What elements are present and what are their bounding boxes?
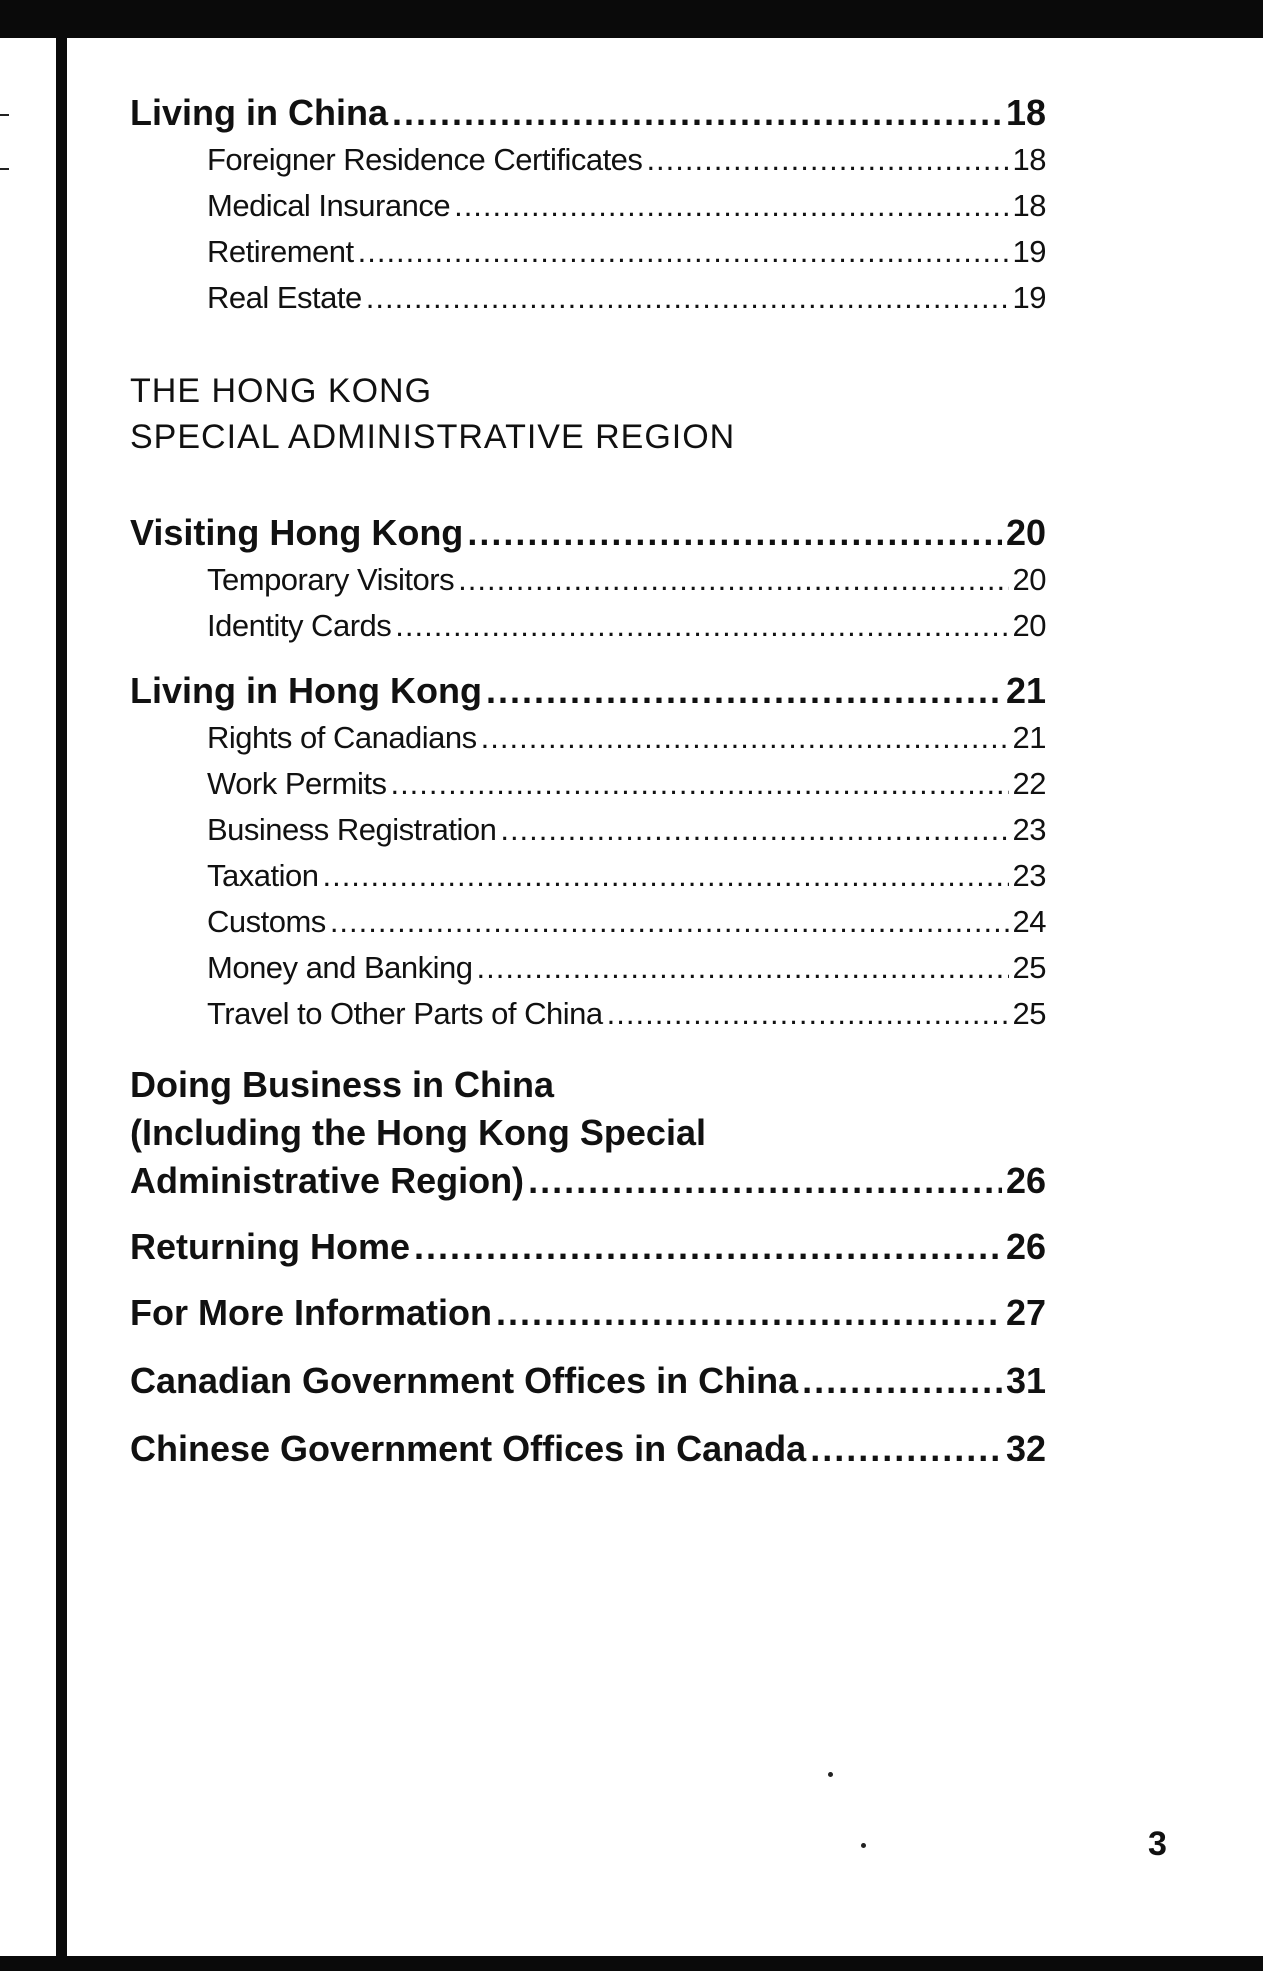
- toc-subentry[interactable]: [207, 858, 1046, 894]
- dot-leader: [390, 766, 1008, 802]
- dot-leader: [802, 1360, 1002, 1402]
- dot-leader: [486, 670, 1002, 712]
- toc-entry-page: 18: [1005, 92, 1046, 133]
- scan-speck: [861, 1843, 866, 1848]
- scan-left-border: [56, 38, 67, 1958]
- dot-leader: [392, 92, 1002, 134]
- dot-leader: [358, 234, 1009, 270]
- toc-subentry-label: Taxation: [207, 858, 319, 893]
- dot-leader: [528, 1160, 1002, 1202]
- toc-subentry[interactable]: [207, 280, 1046, 316]
- toc-subentry[interactable]: [207, 996, 1046, 1032]
- dot-leader: [481, 720, 1009, 756]
- toc-subentry-page: 25: [1012, 950, 1046, 985]
- toc-entry-chinese-offices[interactable]: [130, 1428, 1046, 1470]
- toc-entry-label: Living in Hong Kong: [130, 670, 482, 711]
- toc-subentry-label: Rights of Canadians: [207, 720, 477, 755]
- toc-subentry-label: Money and Banking: [207, 950, 473, 985]
- toc-subentry[interactable]: [207, 904, 1046, 940]
- toc-subentry[interactable]: [207, 562, 1046, 598]
- toc-subentry-label: Retirement: [207, 234, 354, 269]
- toc-subentry[interactable]: [207, 766, 1046, 802]
- toc-subentry-page: 25: [1012, 996, 1046, 1031]
- toc-subentry-page: 19: [1012, 280, 1046, 315]
- dot-leader: [322, 858, 1008, 894]
- toc-subentry-page: 20: [1012, 608, 1046, 643]
- dot-leader: [414, 1226, 1002, 1268]
- section-heading: THE HONG KONG: [130, 372, 433, 410]
- toc-entry-page: 26: [1005, 1226, 1046, 1267]
- scan-top-border: [0, 0, 1263, 38]
- toc-subentry[interactable]: [207, 142, 1046, 178]
- toc-entry-page: 31: [1005, 1360, 1046, 1401]
- toc-entry-visiting-hong-kong[interactable]: [130, 512, 1046, 554]
- toc-subentry-page: 21: [1012, 720, 1046, 755]
- toc-entry-page: 20: [1005, 512, 1046, 553]
- scan-bottom-border: [0, 1956, 1263, 1971]
- toc-subentry-label: Medical Insurance: [207, 188, 451, 223]
- dot-leader: [395, 608, 1008, 644]
- toc-entry-for-more-information[interactable]: [130, 1292, 1046, 1334]
- toc-subentry[interactable]: [207, 950, 1046, 986]
- margin-mark: [0, 114, 9, 116]
- dot-leader: [496, 1292, 1002, 1334]
- page-number: 3: [1148, 1825, 1167, 1863]
- toc-subentry-page: 24: [1012, 904, 1046, 939]
- toc-entry-label: Administrative Region): [130, 1160, 525, 1201]
- toc-subentry-page: 23: [1012, 812, 1046, 847]
- margin-mark: [0, 168, 9, 170]
- dot-leader: [607, 996, 1009, 1032]
- dot-leader: [330, 904, 1009, 940]
- toc-entry-page: 32: [1005, 1428, 1046, 1469]
- toc-entry-page: 26: [1005, 1160, 1046, 1201]
- toc-subentry-page: 18: [1012, 142, 1046, 177]
- scan-speck: [828, 1772, 833, 1777]
- dot-leader: [810, 1428, 1002, 1470]
- toc-entry-doing-business-line: (Including the Hong Kong Special: [130, 1112, 706, 1153]
- dot-leader: [646, 142, 1008, 178]
- toc-entry-canadian-offices[interactable]: [130, 1360, 1046, 1402]
- toc-subentry-label: Work Permits: [207, 766, 387, 801]
- toc-entry-doing-business-line: Doing Business in China: [130, 1064, 555, 1105]
- toc-subentry[interactable]: [207, 234, 1046, 270]
- toc-entry-label: Chinese Government Offices in Canada: [130, 1428, 807, 1469]
- dot-leader: [366, 280, 1009, 316]
- toc-entry-label: Canadian Government Offices in China: [130, 1360, 799, 1401]
- toc-entry-living-in-china[interactable]: [130, 92, 1046, 134]
- toc-subentry-label: Travel to Other Parts of China: [207, 996, 603, 1031]
- toc-subentry-label: Foreigner Residence Certificates: [207, 142, 643, 177]
- dot-leader: [467, 512, 1002, 554]
- toc-entry-label: Returning Home: [130, 1226, 411, 1267]
- section-heading: SPECIAL ADMINISTRATIVE REGION: [130, 418, 736, 456]
- toc-entry-page: 27: [1005, 1292, 1046, 1333]
- toc-subentry-page: 18: [1012, 188, 1046, 223]
- toc-entry-label: Living in China: [130, 92, 388, 133]
- toc-subentry[interactable]: [207, 608, 1046, 644]
- dot-leader: [458, 562, 1008, 598]
- toc-subentry-label: Identity Cards: [207, 608, 392, 643]
- toc-entry-returning-home[interactable]: [130, 1226, 1046, 1268]
- toc-entry-label: For More Information: [130, 1292, 492, 1333]
- dot-leader: [500, 812, 1008, 848]
- toc-subentry-page: 23: [1012, 858, 1046, 893]
- toc-subentry-label: Real Estate: [207, 280, 362, 315]
- toc-entry-label: Visiting Hong Kong: [130, 512, 464, 553]
- toc-entry-page: 21: [1005, 670, 1046, 711]
- toc-subentry-label: Customs: [207, 904, 326, 939]
- toc-entry-doing-business[interactable]: [130, 1160, 1046, 1202]
- toc-subentry[interactable]: [207, 812, 1046, 848]
- toc-subentry-page: 20: [1012, 562, 1046, 597]
- toc-subentry-page: 22: [1012, 766, 1046, 801]
- toc-subentry-page: 19: [1012, 234, 1046, 269]
- toc-subentry[interactable]: [207, 720, 1046, 756]
- toc-entry-living-in-hong-kong[interactable]: [130, 670, 1046, 712]
- dot-leader: [454, 188, 1008, 224]
- toc-subentry[interactable]: [207, 188, 1046, 224]
- toc-subentry-label: Temporary Visitors: [207, 562, 455, 597]
- toc-subentry-label: Business Registration: [207, 812, 497, 847]
- dot-leader: [477, 950, 1009, 986]
